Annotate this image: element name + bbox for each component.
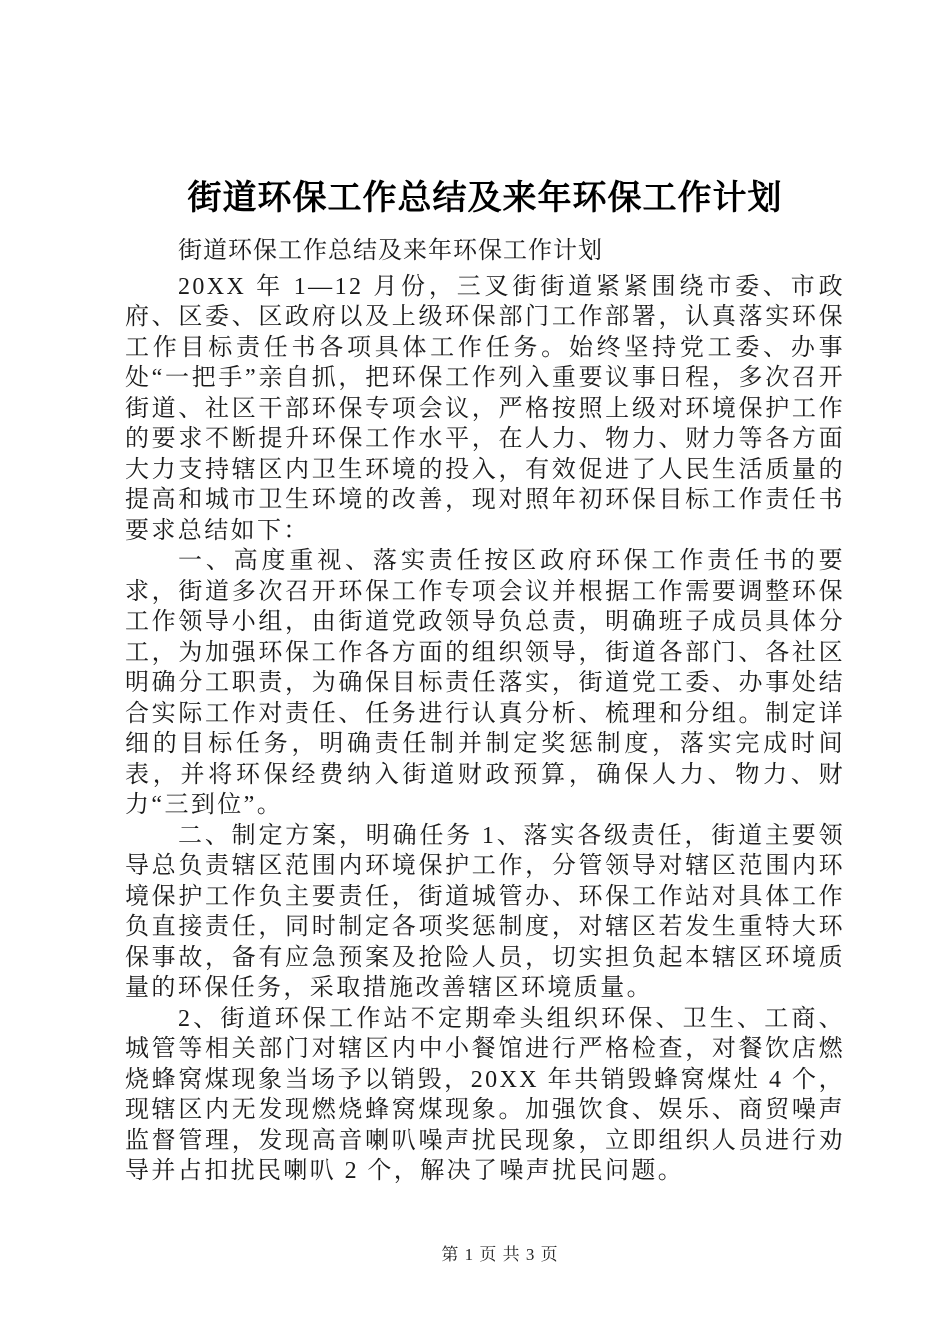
document-body — [125, 272, 845, 1187]
body-paragraph: 二、制定方案，明确任务 1、落实各级责任，街道主要领导总负责辖区范围内环境保护工作，分管领导对辖区范围内环境保护工作负主要责任，街道城管办、环保工作站对具体工作负直接责任，同时制定各项奖惩制度，对辖区若发生重特大环保事故，备有应急预案及抢险人员，切实担负起本辖区环境质量的环保任务，采取措施改善辖区环境质量。 — [125, 822, 845, 1001]
body-paragraph: 20XX 年 1—12 月份，三叉街街道紧紧围绕市委、市政府、区委、区政府以及上级环保部门工作部署，认真落实环保工作目标责任书各项具体工作任务。始终坚持党工委、办事处“一把手”亲自抓，把环保工作列入重要议事日程，多次召开街道、社区干部环保专项会议，严格按照上级对环境保护工作的要求不断提升环保工作水平，在人力、物力、财力等各方面大力支持辖区内卫生环境的投入，有效促进了人民生活质量的提高和城市卫生环境的改善，现对照年初环保目标工作责任书要求总结如下： — [125, 273, 845, 544]
document-title: 街道环保工作总结及来年环保工作计划 — [187, 180, 783, 217]
page-number-footer: 第 1 页 共 3 页 — [441, 1245, 559, 1264]
document-text-column — [125, 0, 845, 1187]
body-paragraph: 一、高度重视、落实责任按区政府环保工作责任书的要求，街道多次召开环保工作专项会议并根据工作需要调整环保工作领导小组，由街道党政领导负总责，明确班子成员具体分工，为加强环保工作各方面的组织领导，街道各部门、各社区明确分工职责，为确保目标责任落实，街道党工委、办事处结合实际工作对责任、任务进行认真分析、梳理和分组。制定详细的目标任务，明确责任制并制定奖惩制度，落实完成时间表，并将环保经费纳入街道财政预算，确保人力、物力、财力“三到位”。 — [125, 548, 845, 818]
body-paragraph: 2、街道环保工作站不定期牵头组织环保、卫生、工商、城管等相关部门对辖区内中小餐馆进行严格检查，对餐饮店燃烧蜂窝煤现象当场予以销毁，20XX 年共销毁蜂窝煤灶 4 个，现辖区内无发现燃烧蜂窝煤现象。加强饮食、娱乐、商贸噪声监督管理，发现高音喇叭噪声扰民现象，立即组织人员进行劝导并占扣扰民喇叭 2 个，解决了噪声扰民问题。 — [125, 1005, 845, 1184]
document-subtitle: 街道环保工作总结及来年环保工作计划 — [178, 238, 603, 264]
